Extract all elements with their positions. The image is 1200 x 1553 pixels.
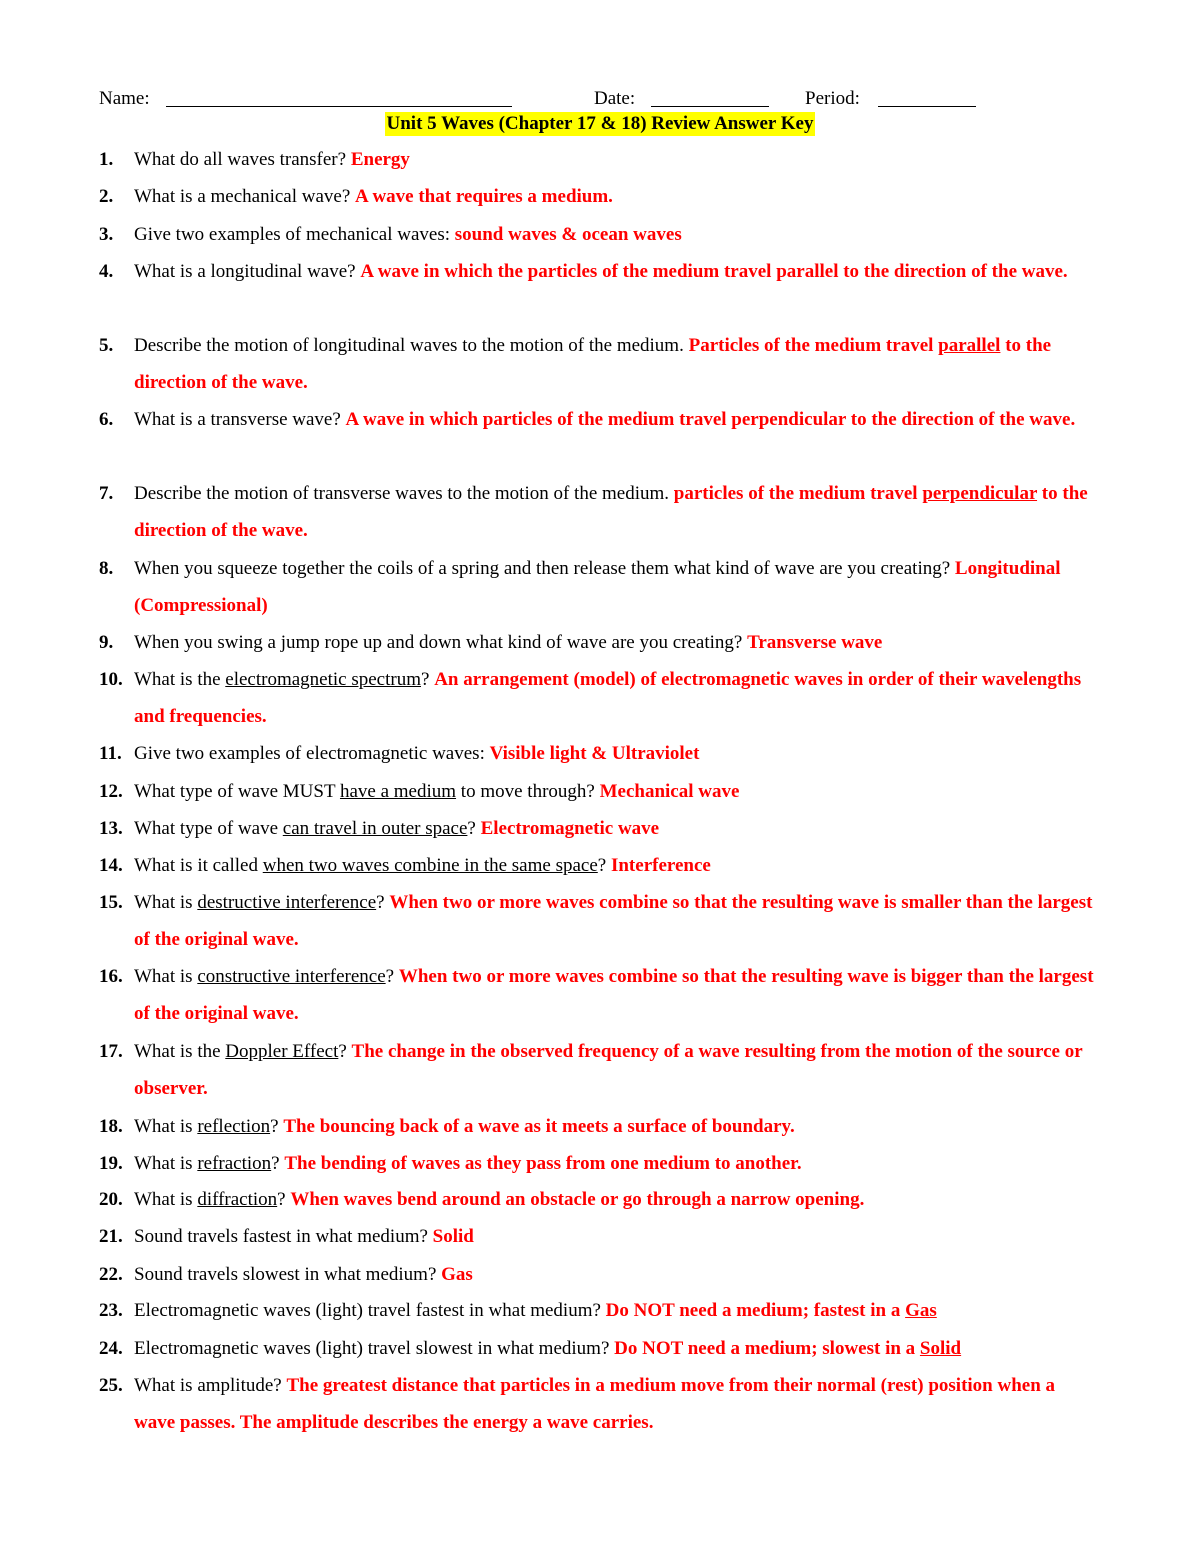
question-number: 10. — [99, 669, 123, 690]
question-number: 22. — [99, 1264, 123, 1285]
answer-text: Visible light & Ultraviolet — [489, 743, 700, 764]
question-number: 8. — [99, 558, 114, 579]
question-text: What is — [134, 966, 198, 987]
question-text: What is — [134, 892, 198, 913]
answer-underlined: parallel — [938, 335, 1001, 356]
answer-text: to the direction of the wave. — [134, 335, 1052, 393]
question-number: 5. — [99, 335, 114, 356]
question-text: Sound travels slowest in what medium? — [134, 1264, 442, 1285]
period-label: Period: — [805, 88, 860, 109]
question-item — [99, 253, 1099, 290]
question-text: ? — [338, 1041, 352, 1062]
question-text: Sound travels fastest in what medium? — [134, 1226, 433, 1247]
question-term: destructive interference — [197, 892, 377, 913]
question-number: 4. — [99, 261, 114, 282]
answer-text: When two or more waves combine so that the resulting wave is smaller than the largest of the original wave. — [134, 892, 1093, 950]
question-number: 17. — [99, 1041, 123, 1062]
question-text: What is the — [134, 1041, 226, 1062]
question-text: What is amplitude? — [134, 1375, 287, 1396]
question-item — [99, 884, 1099, 958]
question-body — [134, 475, 1099, 549]
question-body — [134, 958, 1099, 1032]
answer-text: Do NOT need a medium; fastest in a — [605, 1300, 906, 1321]
question-body — [134, 810, 1099, 847]
question-text: ? — [385, 966, 399, 987]
question-text: What is — [134, 1116, 198, 1137]
question-item — [99, 401, 1099, 438]
answer-underlined: Solid — [919, 1338, 962, 1359]
answer-text: sound waves & ocean waves — [454, 224, 682, 245]
answer-text: The greatest distance that particles in a medium move from their normal (rest) position when a wave passes. The amplitude describes the energy a wave carries. — [134, 1375, 1056, 1433]
question-number: 7. — [99, 483, 114, 504]
question-text: What is the — [134, 669, 226, 690]
question-body — [134, 1330, 1099, 1367]
question-text: to move through? — [456, 781, 600, 802]
question-number: 23. — [99, 1300, 123, 1321]
question-text: ? — [270, 1116, 284, 1137]
question-item — [99, 1181, 1099, 1218]
question-item — [99, 550, 1099, 624]
question-number: 21. — [99, 1226, 123, 1247]
question-number: 15. — [99, 892, 123, 913]
question-body — [134, 1181, 1099, 1218]
question-body — [134, 884, 1099, 958]
question-item — [99, 773, 1099, 810]
question-number: 25. — [99, 1375, 123, 1396]
question-number: 9. — [99, 632, 114, 653]
question-body — [134, 253, 1099, 290]
question-text: Electromagnetic waves (light) travel fastest in what medium? — [134, 1300, 606, 1321]
answer-text: Particles of the medium travel — [688, 335, 939, 356]
question-text: What is it called — [134, 855, 263, 876]
question-term: refraction — [197, 1153, 272, 1174]
question-text: ? — [271, 1153, 285, 1174]
answer-text: particles of the medium travel — [673, 483, 923, 504]
question-term: when two waves combine in the same space — [262, 855, 598, 876]
question-body — [134, 216, 1099, 253]
answer-underlined: perpendicular — [922, 483, 1038, 504]
question-number: 14. — [99, 855, 123, 876]
question-body — [134, 1033, 1099, 1107]
answer-text: A wave in which the particles of the medium travel parallel to the direction of the wave. — [360, 261, 1068, 282]
question-number: 3. — [99, 224, 114, 245]
question-number: 6. — [99, 409, 114, 430]
question-body — [134, 1256, 1099, 1293]
question-text: Electromagnetic waves (light) travel slowest in what medium? — [134, 1338, 615, 1359]
question-number: 11. — [99, 743, 122, 764]
question-number: 1. — [99, 149, 114, 170]
question-text: What do all waves transfer? — [134, 149, 351, 170]
question-item — [99, 661, 1099, 735]
title-container — [0, 112, 1200, 136]
question-number: 24. — [99, 1338, 123, 1359]
question-body — [134, 550, 1099, 624]
answer-text: Gas — [441, 1264, 473, 1285]
question-item — [99, 1108, 1099, 1145]
question-number: 18. — [99, 1116, 123, 1137]
answer-text: When two or more waves combine so that the resulting wave is bigger than the largest of the original wave. — [134, 966, 1094, 1024]
question-body — [134, 178, 1099, 215]
question-item — [99, 178, 1099, 215]
answer-text: The bouncing back of a wave as it meets a surface of boundary. — [283, 1116, 795, 1137]
question-item — [99, 327, 1099, 401]
answer-text: An arrangement (model) of electromagnetic waves in order of their wavelengths and frequencies. — [134, 669, 1082, 727]
question-text: Describe the motion of longitudinal waves to the motion of the medium. — [134, 335, 689, 356]
question-body — [134, 327, 1099, 401]
question-body — [134, 735, 1099, 772]
question-text: What is — [134, 1153, 198, 1174]
answer-text: Energy — [350, 149, 410, 170]
question-text: What is a longitudinal wave? — [134, 261, 361, 282]
answer-text: Do NOT need a medium; slowest in a — [614, 1338, 920, 1359]
question-term: reflection — [197, 1116, 271, 1137]
answer-text: Mechanical wave — [599, 781, 740, 802]
page-title: Unit 5 Waves (Chapter 17 & 18) Review Answer Key — [386, 113, 814, 134]
name-label: Name: — [99, 88, 150, 109]
answer-underlined: Gas — [905, 1300, 937, 1321]
answer-text: The bending of waves as they pass from one medium to another. — [284, 1153, 802, 1174]
question-number: 16. — [99, 966, 123, 987]
answer-text: The change in the observed frequency of a wave resulting from the motion of the source or observer. — [134, 1041, 1083, 1099]
question-body — [134, 1108, 1099, 1145]
question-text: When you swing a jump rope up and down what kind of wave are you creating? — [134, 632, 748, 653]
question-body — [134, 1367, 1099, 1441]
question-text: What is a mechanical wave? — [134, 186, 356, 207]
question-number: 20. — [99, 1189, 123, 1210]
answer-text: Solid — [432, 1226, 474, 1247]
question-text: Give two examples of mechanical waves: — [134, 224, 455, 245]
question-item — [99, 810, 1099, 847]
question-text: Describe the motion of transverse waves to the motion of the medium. — [134, 483, 674, 504]
question-item — [99, 1330, 1099, 1367]
question-body — [134, 624, 1099, 661]
date-blank[interactable] — [651, 86, 769, 107]
header-fields — [99, 86, 1099, 112]
question-item — [99, 847, 1099, 884]
question-item — [99, 141, 1099, 178]
question-item — [99, 1367, 1099, 1441]
question-item — [99, 216, 1099, 253]
question-body — [134, 141, 1099, 178]
answer-text: A wave in which particles of the medium travel perpendicular to the direction of the wave. — [345, 409, 1076, 430]
answer-text: Transverse wave — [747, 632, 883, 653]
question-item — [99, 624, 1099, 661]
question-item — [99, 1033, 1099, 1107]
question-body — [134, 401, 1099, 438]
question-text: ? — [467, 818, 481, 839]
question-item — [99, 1256, 1099, 1293]
answer-text: to the direction of the wave. — [134, 483, 1088, 541]
date-label: Date: — [594, 88, 636, 109]
question-text: ? — [421, 669, 435, 690]
question-number: 2. — [99, 186, 114, 207]
answer-text: Electromagnetic wave — [480, 818, 660, 839]
question-text: ? — [597, 855, 611, 876]
question-item — [99, 1145, 1099, 1182]
question-item — [99, 958, 1099, 1032]
question-text: When you squeeze together the coils of a spring and then release them what kind of wave are you creating? — [134, 558, 955, 579]
answer-text: Interference — [610, 855, 711, 876]
period-blank[interactable] — [878, 86, 976, 107]
question-number: 12. — [99, 781, 123, 802]
question-text: What is — [134, 1189, 198, 1210]
question-term: constructive interference — [197, 966, 386, 987]
question-body — [134, 1145, 1099, 1182]
question-item — [99, 475, 1099, 549]
question-number: 13. — [99, 818, 123, 839]
question-body — [134, 773, 1099, 810]
question-term: have a medium — [339, 781, 457, 802]
question-text: ? — [376, 892, 390, 913]
answer-text: A wave that requires a medium. — [355, 186, 613, 207]
question-item — [99, 1292, 1099, 1329]
question-body — [134, 1218, 1099, 1255]
question-term: Doppler Effect — [225, 1041, 339, 1062]
question-text: Give two examples of electromagnetic waves: — [134, 743, 490, 764]
question-text: What type of wave — [134, 818, 283, 839]
name-blank[interactable] — [166, 86, 512, 107]
question-number: 19. — [99, 1153, 123, 1174]
answer-text: When waves bend around an obstacle or go through a narrow opening. — [290, 1189, 865, 1210]
question-term: can travel in outer space — [282, 818, 468, 839]
question-text: ? — [277, 1189, 291, 1210]
question-body — [134, 661, 1099, 735]
question-item — [99, 1218, 1099, 1255]
question-text: What is a transverse wave? — [134, 409, 346, 430]
question-term: diffraction — [197, 1189, 278, 1210]
answer-text: Longitudinal (Compressional) — [134, 558, 1061, 616]
question-term: electromagnetic spectrum — [225, 669, 421, 690]
question-item — [99, 735, 1099, 772]
question-text: What type of wave MUST — [134, 781, 340, 802]
question-body — [134, 1292, 1099, 1329]
question-body — [134, 847, 1099, 884]
